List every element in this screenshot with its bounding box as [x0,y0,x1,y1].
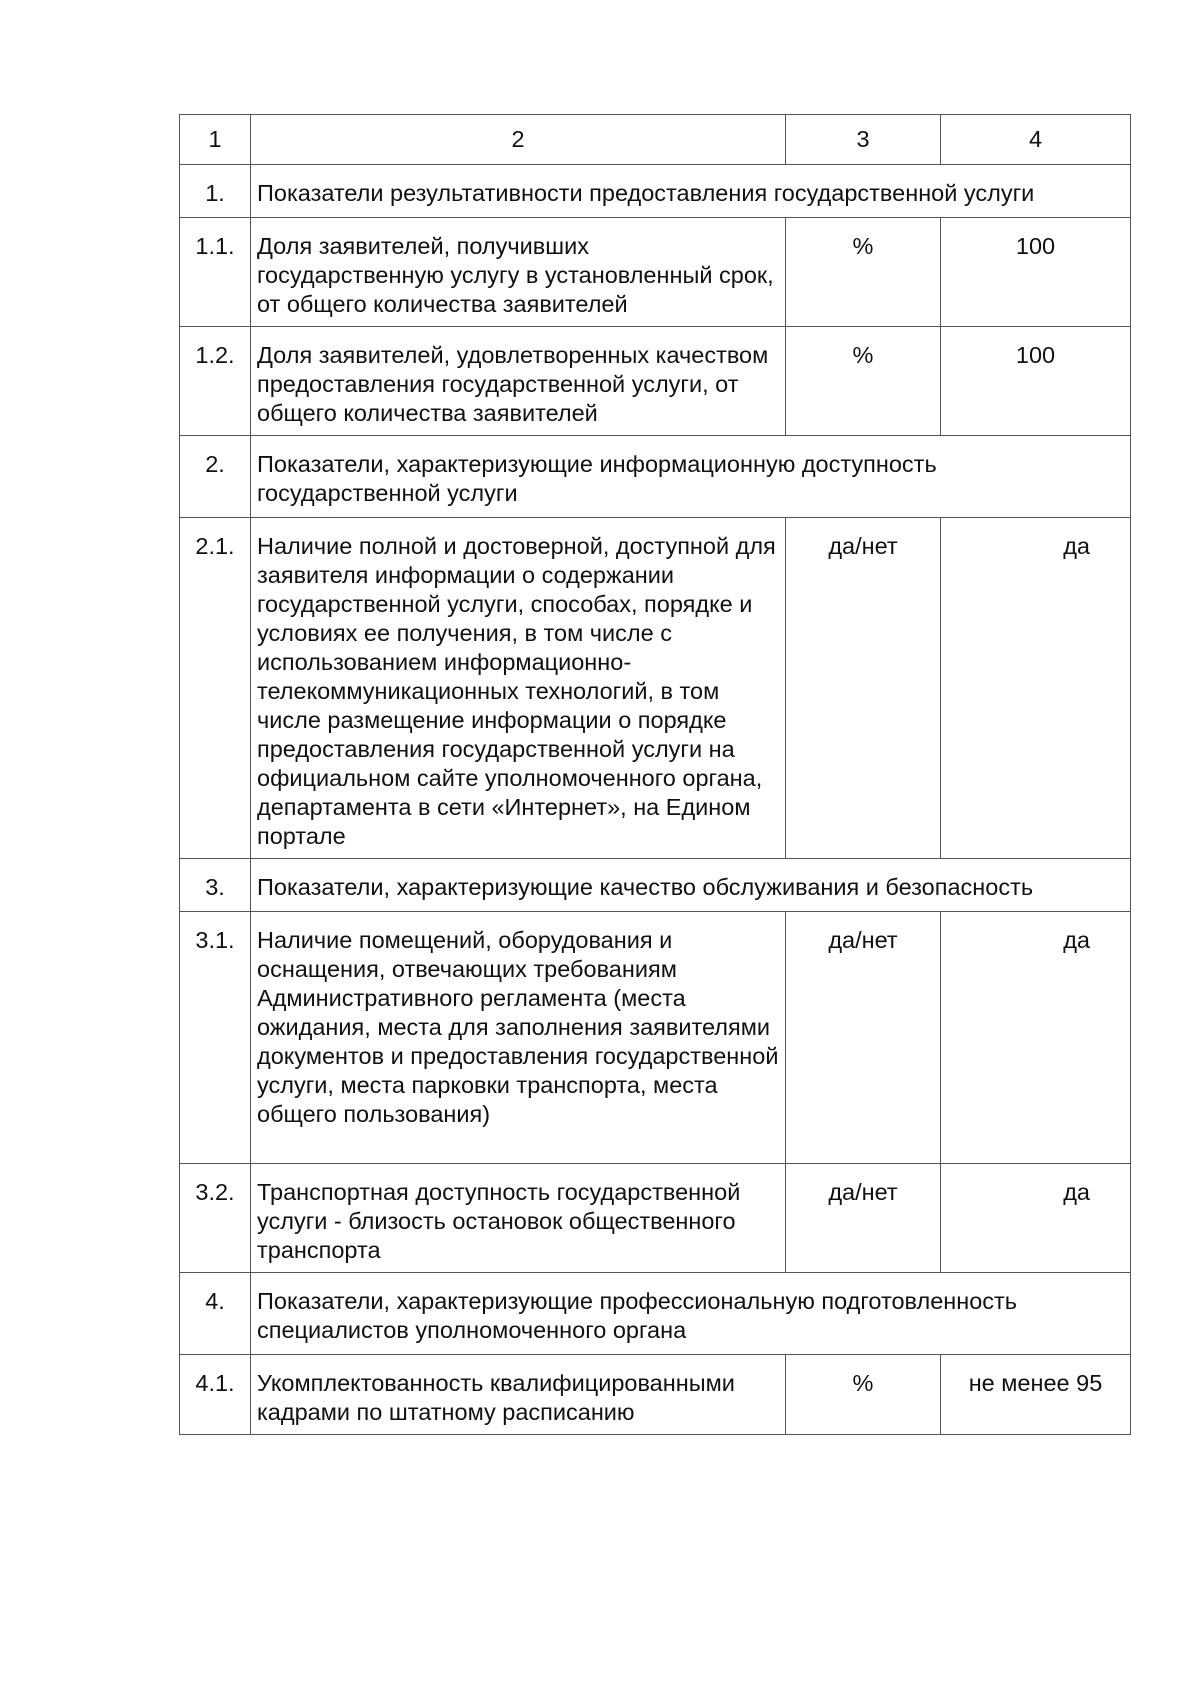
row-value: 100 [941,327,1131,436]
row-unit: да/нет [786,1164,941,1273]
row-unit: % [786,327,941,436]
row-unit: % [786,218,941,327]
row-unit: да/нет [786,912,941,1164]
header-col-3: 3 [786,115,941,165]
section-title: Показатели, характеризующие профессиональную подготовленность специалистов уполномоченного органа [251,1273,1131,1355]
row-description: Наличие полной и достоверной, доступной для заявителя информации о содержании государственной услуги, способах, порядке и условиях ее получения, в том числе с использованием информационно-телекоммуникационных технологий, в том числе размещение информации о порядке предоставления государственной услуги на официальном сайте уполномоченного органа, департамента в сети «Интернет», на Едином портале [251,518,786,859]
section-row [180,436,1131,518]
header-col-1: 1 [180,115,251,165]
section-number: 1. [180,165,251,218]
row-number: 2.1. [180,518,251,859]
row-number: 1.1. [180,218,251,327]
header-col-4: 4 [941,115,1131,165]
row-value: да [941,912,1131,1164]
row-number: 3.2. [180,1164,251,1273]
row-description: Доля заявителей, получивших государственную услугу в установленный срок, от общего количества заявителей [251,218,786,327]
table-row [180,518,1131,859]
section-row [180,165,1131,218]
section-title: Показатели результативности предоставления государственной услуги [251,165,1131,218]
table-row [180,1164,1131,1273]
table-header-row [180,115,1131,165]
section-number: 2. [180,436,251,518]
row-unit: да/нет [786,518,941,859]
table-row [180,327,1131,436]
table-row [180,912,1131,1164]
section-row [180,859,1131,912]
section-title: Показатели, характеризующие качество обслуживания и безопасность [251,859,1131,912]
row-description: Доля заявителей, удовлетворенных качеством предоставления государственной услуги, от общего количества заявителей [251,327,786,436]
row-description: Транспортная доступность государственной услуги - близость остановок общественного транспорта [251,1164,786,1273]
row-number: 1.2. [180,327,251,436]
section-number: 3. [180,859,251,912]
section-number: 4. [180,1273,251,1355]
row-value: да [941,1164,1131,1273]
row-description: Укомплектованность квалифицированными кадрами по штатному расписанию [251,1355,786,1435]
section-title: Показатели, характеризующие информационную доступность государственной услуги [251,436,1131,518]
row-value: не менее 95 [941,1355,1131,1435]
row-value: 100 [941,218,1131,327]
section-row [180,1273,1131,1355]
row-number: 3.1. [180,912,251,1164]
row-unit: % [786,1355,941,1435]
row-number: 4.1. [180,1355,251,1435]
table-row [180,1355,1131,1435]
header-col-2: 2 [251,115,786,165]
row-description: Наличие помещений, оборудования и оснащения, отвечающих требованиям Административного регламента (места ожидания, места для заполнения заявителями документов и предоставления государственной услуги, места парковки транспорта, места общего пользования) [251,912,786,1164]
row-value: да [941,518,1131,859]
table-row [180,218,1131,327]
indicators-table [179,114,1131,1435]
